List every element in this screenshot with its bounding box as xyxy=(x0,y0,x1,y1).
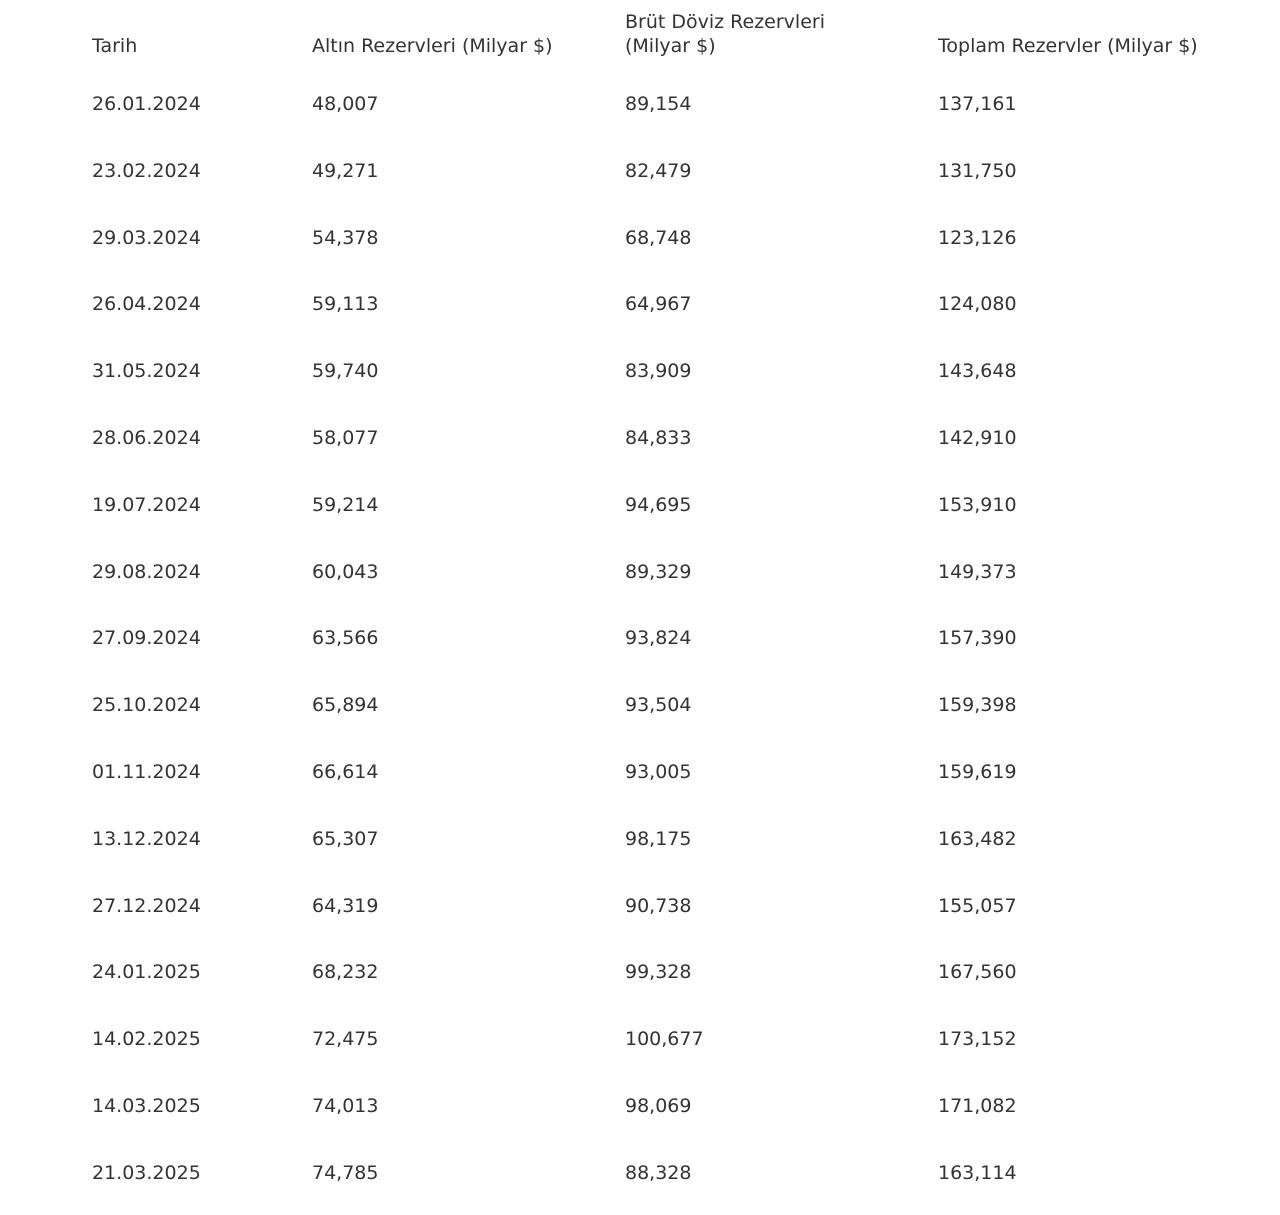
cell-gross-fx-reserves: 93,824 xyxy=(625,627,692,650)
cell-gross-fx-reserves: 88,328 xyxy=(625,1161,692,1184)
table-header-row xyxy=(90,0,1230,72)
table-row xyxy=(90,814,1230,881)
header-total-reserves: Toplam Rezervler (Milyar $) xyxy=(938,35,1198,57)
cell-gross-fx-reserves: 98,069 xyxy=(625,1094,692,1117)
cell-gross-fx-reserves: 94,695 xyxy=(625,493,692,516)
cell-date: 24.01.2025 xyxy=(92,961,201,984)
header-date: Tarih xyxy=(92,35,138,57)
cell-gross-fx-reserves: 68,748 xyxy=(625,226,692,249)
cell-date: 25.10.2024 xyxy=(92,694,201,717)
header-gold-reserves: Altın Rezervleri (Milyar $) xyxy=(312,35,553,57)
cell-date: 27.09.2024 xyxy=(92,627,201,650)
cell-gross-fx-reserves: 93,504 xyxy=(625,694,692,717)
cell-total-reserves: 163,114 xyxy=(938,1161,1017,1184)
table-body xyxy=(90,79,1230,1215)
cell-total-reserves: 131,750 xyxy=(938,159,1017,182)
cell-gross-fx-reserves: 82,479 xyxy=(625,159,692,182)
cell-gross-fx-reserves: 90,738 xyxy=(625,894,692,917)
cell-gold-reserves: 68,232 xyxy=(312,961,379,984)
cell-date: 01.11.2024 xyxy=(92,760,201,783)
table-row xyxy=(90,947,1230,1014)
cell-gold-reserves: 54,378 xyxy=(312,226,379,249)
cell-gold-reserves: 49,271 xyxy=(312,159,379,182)
table-row xyxy=(90,279,1230,346)
table-row xyxy=(90,613,1230,680)
cell-date: 21.03.2025 xyxy=(92,1161,201,1184)
cell-gold-reserves: 58,077 xyxy=(312,426,379,449)
table-row xyxy=(90,146,1230,213)
table-row xyxy=(90,213,1230,280)
table-row xyxy=(90,747,1230,814)
table-row xyxy=(90,480,1230,547)
table-row xyxy=(90,1014,1230,1081)
cell-total-reserves: 124,080 xyxy=(938,293,1017,316)
table-row xyxy=(90,547,1230,614)
table-row xyxy=(90,1081,1230,1148)
cell-gold-reserves: 48,007 xyxy=(312,93,379,115)
cell-gold-reserves: 74,785 xyxy=(312,1161,379,1184)
cell-total-reserves: 142,910 xyxy=(938,426,1017,449)
table-row xyxy=(90,346,1230,413)
cell-date: 31.05.2024 xyxy=(92,360,201,383)
cell-gold-reserves: 60,043 xyxy=(312,560,379,583)
cell-gold-reserves: 59,214 xyxy=(312,493,379,516)
cell-total-reserves: 159,398 xyxy=(938,694,1017,717)
cell-date: 27.12.2024 xyxy=(92,894,201,917)
table-row xyxy=(90,881,1230,948)
cell-date: 13.12.2024 xyxy=(92,827,201,850)
cell-gold-reserves: 72,475 xyxy=(312,1028,379,1051)
cell-total-reserves: 155,057 xyxy=(938,894,1017,917)
cell-date: 14.03.2025 xyxy=(92,1094,201,1117)
cell-total-reserves: 149,373 xyxy=(938,560,1017,583)
cell-gross-fx-reserves: 89,154 xyxy=(625,93,692,115)
cell-date: 26.04.2024 xyxy=(92,293,201,316)
cell-gross-fx-reserves: 98,175 xyxy=(625,827,692,850)
cell-total-reserves: 157,390 xyxy=(938,627,1017,650)
table-row xyxy=(90,79,1230,146)
table-row xyxy=(90,413,1230,480)
cell-date: 14.02.2025 xyxy=(92,1028,201,1051)
cell-total-reserves: 163,482 xyxy=(938,827,1017,850)
cell-gross-fx-reserves: 100,677 xyxy=(625,1028,704,1051)
reserves-table xyxy=(90,0,1230,1184)
cell-gross-fx-reserves: 99,328 xyxy=(625,961,692,984)
cell-gold-reserves: 63,566 xyxy=(312,627,379,650)
cell-total-reserves: 167,560 xyxy=(938,961,1017,984)
cell-date: 26.01.2024 xyxy=(92,93,201,115)
cell-gold-reserves: 59,113 xyxy=(312,293,379,316)
cell-gold-reserves: 65,307 xyxy=(312,827,379,850)
cell-gold-reserves: 59,740 xyxy=(312,360,379,383)
cell-gross-fx-reserves: 89,329 xyxy=(625,560,692,583)
cell-total-reserves: 143,648 xyxy=(938,360,1017,383)
cell-total-reserves: 173,152 xyxy=(938,1028,1017,1051)
cell-gross-fx-reserves: 83,909 xyxy=(625,360,692,383)
cell-gross-fx-reserves: 84,833 xyxy=(625,426,692,449)
table-row xyxy=(90,680,1230,747)
cell-date: 19.07.2024 xyxy=(92,493,201,516)
cell-gold-reserves: 66,614 xyxy=(312,760,379,783)
cell-total-reserves: 171,082 xyxy=(938,1094,1017,1117)
cell-total-reserves: 123,126 xyxy=(938,226,1017,249)
cell-total-reserves: 159,619 xyxy=(938,760,1017,783)
cell-gross-fx-reserves: 93,005 xyxy=(625,760,692,783)
cell-date: 23.02.2024 xyxy=(92,159,201,182)
cell-gold-reserves: 74,013 xyxy=(312,1094,379,1117)
cell-date: 29.08.2024 xyxy=(92,560,201,583)
cell-date: 28.06.2024 xyxy=(92,426,201,449)
cell-total-reserves: 137,161 xyxy=(938,93,1017,115)
cell-gross-fx-reserves: 64,967 xyxy=(625,293,692,316)
cell-gold-reserves: 65,894 xyxy=(312,694,379,717)
cell-gold-reserves: 64,319 xyxy=(312,894,379,917)
cell-date: 29.03.2024 xyxy=(92,226,201,249)
header-gross-fx-reserves: Brüt Döviz Rezervleri (Milyar $) xyxy=(625,11,825,57)
table-row xyxy=(90,1148,1230,1215)
cell-total-reserves: 153,910 xyxy=(938,493,1017,516)
